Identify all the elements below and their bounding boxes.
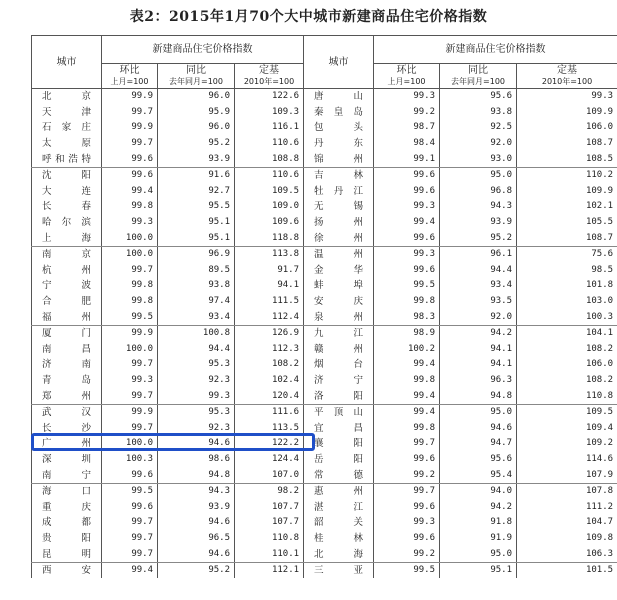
yoy-left-cell: 100.8 <box>158 325 235 341</box>
yoy-right-cell: 93.5 <box>440 294 517 310</box>
mom-right-cell: 99.8 <box>374 373 440 389</box>
yoy-right-cell: 94.8 <box>440 388 517 404</box>
table-row <box>32 136 617 152</box>
city-right-cell: 蚌 埠 <box>304 278 374 294</box>
price-index-table <box>31 35 617 578</box>
mom-right-cell: 99.3 <box>374 89 440 105</box>
base-left-cell: 108.2 <box>235 357 304 373</box>
table-row <box>32 230 617 246</box>
yoy-right-cell: 96.1 <box>440 246 517 262</box>
city-left-cell: 天 津 <box>32 105 102 121</box>
base-right-cell: 109.4 <box>517 420 617 436</box>
mom-right-cell: 99.3 <box>374 199 440 215</box>
base-left-cell: 111.6 <box>235 404 304 420</box>
mom-right-cell: 99.2 <box>374 546 440 562</box>
mom-left-cell: 100.0 <box>102 246 158 262</box>
city-left-cell: 重 庆 <box>32 499 102 515</box>
mom-left-cell: 99.6 <box>102 151 158 167</box>
city-left-cell: 长 沙 <box>32 420 102 436</box>
yoy-right-cell: 93.0 <box>440 151 517 167</box>
city-right-cell: 赣 州 <box>304 342 374 358</box>
base-right-cell: 109.9 <box>517 105 617 121</box>
yoy-left-cell: 94.6 <box>158 546 235 562</box>
yoy-right-cell: 92.0 <box>440 136 517 152</box>
yoy-right-cell: 95.1 <box>440 562 517 578</box>
base-right-cell: 109.2 <box>517 436 617 452</box>
yoy-left-cell: 95.2 <box>158 136 235 152</box>
yoy-left-cell: 93.9 <box>158 151 235 167</box>
table-row <box>32 373 617 389</box>
table-row <box>32 215 617 231</box>
city-right-cell: 扬 州 <box>304 215 374 231</box>
city-right-cell: 烟 台 <box>304 357 374 373</box>
mom-left-cell: 99.8 <box>102 278 158 294</box>
yoy-right-cell: 94.6 <box>440 420 517 436</box>
city-left-cell: 南 昌 <box>32 342 102 358</box>
mom-right-cell: 99.4 <box>374 357 440 373</box>
mom-right-cell: 99.3 <box>374 515 440 531</box>
city-right-cell: 安 庆 <box>304 294 374 310</box>
table-row <box>32 388 617 404</box>
city-right-cell: 洛 阳 <box>304 388 374 404</box>
mom-right-cell: 98.7 <box>374 120 440 136</box>
table-row <box>32 105 617 121</box>
base-right-cell: 109.5 <box>517 404 617 420</box>
base-left-cell: 110.8 <box>235 531 304 547</box>
yoy-left-cell: 94.6 <box>158 436 235 452</box>
mom-left-cell: 99.7 <box>102 515 158 531</box>
mom-left-cell: 100.0 <box>102 230 158 246</box>
base-left-cell: 112.4 <box>235 309 304 325</box>
mom-right-cell: 98.9 <box>374 325 440 341</box>
table-row <box>32 515 617 531</box>
yoy-right-cell: 95.4 <box>440 467 517 483</box>
base-left-cell: 112.3 <box>235 342 304 358</box>
base-left-cell: 107.0 <box>235 467 304 483</box>
table-row <box>32 452 617 468</box>
city-right-cell: 岳 阳 <box>304 452 374 468</box>
mom-left-cell: 99.7 <box>102 263 158 279</box>
mom-left-cell: 99.6 <box>102 167 158 183</box>
city-right-cell: 桂 林 <box>304 531 374 547</box>
base-left-cell: 120.4 <box>235 388 304 404</box>
mom-right-cell: 99.4 <box>374 215 440 231</box>
mom-left-cell: 99.9 <box>102 404 158 420</box>
mom-right-cell: 99.6 <box>374 263 440 279</box>
mom-right-cell: 99.6 <box>374 499 440 515</box>
city-right-cell: 惠 州 <box>304 483 374 499</box>
base-left-cell: 107.7 <box>235 499 304 515</box>
yoy-left-cell: 94.8 <box>158 467 235 483</box>
yoy-left-cell: 99.3 <box>158 388 235 404</box>
base-right-cell: 104.7 <box>517 515 617 531</box>
yoy-left-cell: 95.3 <box>158 357 235 373</box>
city-left-cell: 合 肥 <box>32 294 102 310</box>
table-row <box>32 120 617 136</box>
index-group-header-right: 新建商品住宅价格指数 <box>374 36 617 64</box>
mom-right-cell: 99.1 <box>374 151 440 167</box>
yoy-left-cell: 95.3 <box>158 404 235 420</box>
city-left-cell: 石家庄 <box>32 120 102 136</box>
yoy-right-cell: 95.6 <box>440 452 517 468</box>
city-left-cell: 呼和浩特 <box>32 151 102 167</box>
base-right-cell: 101.8 <box>517 278 617 294</box>
yoy-right-cell: 93.4 <box>440 278 517 294</box>
base-right-cell: 107.8 <box>517 483 617 499</box>
mom-left-cell: 100.0 <box>102 342 158 358</box>
base-left-cell: 109.3 <box>235 105 304 121</box>
yoy-right-cell: 95.0 <box>440 167 517 183</box>
city-left-cell: 杭 州 <box>32 263 102 279</box>
city-left-cell: 福 州 <box>32 309 102 325</box>
mom-left-cell: 99.6 <box>102 467 158 483</box>
base-right-cell: 110.2 <box>517 167 617 183</box>
city-right-cell: 济 宁 <box>304 373 374 389</box>
base-right-cell: 107.9 <box>517 467 617 483</box>
base-left-cell: 98.2 <box>235 483 304 499</box>
mom-right-cell: 99.7 <box>374 483 440 499</box>
table-row <box>32 325 617 341</box>
base-left-cell: 124.4 <box>235 452 304 468</box>
mom-right-cell: 99.6 <box>374 184 440 200</box>
city-right-cell: 唐 山 <box>304 89 374 105</box>
yoy-left-cell: 96.5 <box>158 531 235 547</box>
base-right-cell: 106.0 <box>517 120 617 136</box>
city-left-cell: 西 安 <box>32 562 102 578</box>
base-right-cell: 109.9 <box>517 184 617 200</box>
yoy-right-cell: 95.6 <box>440 89 517 105</box>
yoy-left-cell: 94.3 <box>158 483 235 499</box>
city-left-cell: 深 圳 <box>32 452 102 468</box>
base-left-cell: 110.6 <box>235 167 304 183</box>
mom-right-cell: 99.5 <box>374 278 440 294</box>
mom-left-cell: 99.7 <box>102 136 158 152</box>
yoy-left-cell: 95.9 <box>158 105 235 121</box>
table-row <box>32 184 617 200</box>
table-row <box>32 546 617 562</box>
base-left-cell: 102.4 <box>235 373 304 389</box>
city-right-cell: 吉 林 <box>304 167 374 183</box>
mom-left-cell: 100.3 <box>102 452 158 468</box>
city-left-cell: 郑 州 <box>32 388 102 404</box>
city-left-cell: 太 原 <box>32 136 102 152</box>
base-left-cell: 108.8 <box>235 151 304 167</box>
table-row <box>32 89 617 105</box>
city-left-cell: 上 海 <box>32 230 102 246</box>
city-right-cell: 泉 州 <box>304 309 374 325</box>
yoy-right-cell: 94.2 <box>440 499 517 515</box>
base-right-cell: 108.7 <box>517 136 617 152</box>
city-left-cell: 济 南 <box>32 357 102 373</box>
mom-left-cell: 99.7 <box>102 105 158 121</box>
city-left-cell: 成 都 <box>32 515 102 531</box>
table-body <box>32 89 617 579</box>
yoy-left-cell: 96.9 <box>158 246 235 262</box>
yoy-right-cell: 94.7 <box>440 436 517 452</box>
yoy-right-cell: 94.2 <box>440 325 517 341</box>
mom-right-cell: 99.4 <box>374 388 440 404</box>
city-right-cell: 三 亚 <box>304 562 374 578</box>
yoy-right-cell: 96.8 <box>440 184 517 200</box>
city-left-cell: 广 州 <box>32 436 102 452</box>
mom-right-cell: 99.6 <box>374 452 440 468</box>
mom-left-cell: 99.7 <box>102 546 158 562</box>
base-right-cell: 101.5 <box>517 562 617 578</box>
yoy-right-cell: 96.3 <box>440 373 517 389</box>
base-left-cell: 107.7 <box>235 515 304 531</box>
base-right-cell: 99.3 <box>517 89 617 105</box>
base-header-right: 定基 2010年=100 <box>517 64 617 89</box>
city-left-cell: 北 京 <box>32 89 102 105</box>
base-left-cell: 126.9 <box>235 325 304 341</box>
mom-left-cell: 99.7 <box>102 357 158 373</box>
table-row <box>32 151 617 167</box>
base-right-cell: 104.1 <box>517 325 617 341</box>
city-left-cell: 海 口 <box>32 483 102 499</box>
mom-right-cell: 98.4 <box>374 136 440 152</box>
table-title: 表2：2015年1月70个大中城市新建商品住宅价格指数 <box>129 9 488 25</box>
table-row <box>32 199 617 215</box>
city-left-cell: 哈尔滨 <box>32 215 102 231</box>
mom-header-left: 环比 上月=100 <box>102 64 158 89</box>
base-right-cell: 103.0 <box>517 294 617 310</box>
city-header-left: 城市 <box>32 36 102 89</box>
mom-right-cell: 99.4 <box>374 404 440 420</box>
yoy-right-cell: 93.9 <box>440 215 517 231</box>
base-right-cell: 108.5 <box>517 151 617 167</box>
mom-left-cell: 99.8 <box>102 294 158 310</box>
base-right-cell: 108.2 <box>517 342 617 358</box>
base-left-cell: 91.7 <box>235 263 304 279</box>
mom-right-cell: 98.3 <box>374 309 440 325</box>
mom-left-cell: 99.5 <box>102 309 158 325</box>
table-row <box>32 309 617 325</box>
base-right-cell: 108.2 <box>517 373 617 389</box>
yoy-left-cell: 94.4 <box>158 342 235 358</box>
base-right-cell: 114.6 <box>517 452 617 468</box>
yoy-right-cell: 91.9 <box>440 531 517 547</box>
yoy-left-cell: 92.7 <box>158 184 235 200</box>
yoy-right-cell: 92.5 <box>440 120 517 136</box>
mom-right-cell: 100.2 <box>374 342 440 358</box>
base-right-cell: 108.7 <box>517 230 617 246</box>
mom-left-cell: 99.9 <box>102 89 158 105</box>
city-left-cell: 长 春 <box>32 199 102 215</box>
base-left-cell: 109.6 <box>235 215 304 231</box>
base-right-cell: 75.6 <box>517 246 617 262</box>
city-right-cell: 徐 州 <box>304 230 374 246</box>
base-left-cell: 113.8 <box>235 246 304 262</box>
mom-left-cell: 99.7 <box>102 531 158 547</box>
table-row <box>32 467 617 483</box>
city-left-cell: 武 汉 <box>32 404 102 420</box>
base-left-cell: 118.8 <box>235 230 304 246</box>
mom-left-cell: 100.0 <box>102 436 158 452</box>
city-right-cell: 平顶山 <box>304 404 374 420</box>
yoy-left-cell: 93.4 <box>158 309 235 325</box>
table-row <box>32 278 617 294</box>
base-right-cell: 98.5 <box>517 263 617 279</box>
yoy-left-cell: 96.0 <box>158 120 235 136</box>
city-right-cell: 秦皇岛 <box>304 105 374 121</box>
base-right-cell: 106.0 <box>517 357 617 373</box>
yoy-left-cell: 95.1 <box>158 230 235 246</box>
base-right-cell: 106.3 <box>517 546 617 562</box>
yoy-right-cell: 94.1 <box>440 357 517 373</box>
yoy-right-cell: 95.0 <box>440 546 517 562</box>
base-left-cell: 94.1 <box>235 278 304 294</box>
yoy-left-cell: 94.6 <box>158 515 235 531</box>
city-left-cell: 南 京 <box>32 246 102 262</box>
table-row <box>32 294 617 310</box>
base-left-cell: 113.5 <box>235 420 304 436</box>
table-row <box>32 357 617 373</box>
city-left-cell: 沈 阳 <box>32 167 102 183</box>
mom-left-cell: 99.4 <box>102 562 158 578</box>
base-left-cell: 109.5 <box>235 184 304 200</box>
yoy-right-cell: 94.4 <box>440 263 517 279</box>
table-row <box>32 499 617 515</box>
yoy-left-cell: 92.3 <box>158 373 235 389</box>
city-right-cell: 北 海 <box>304 546 374 562</box>
base-left-cell: 112.1 <box>235 562 304 578</box>
yoy-left-cell: 93.9 <box>158 499 235 515</box>
mom-left-cell: 99.9 <box>102 120 158 136</box>
city-right-cell: 金 华 <box>304 263 374 279</box>
table-row <box>32 562 617 578</box>
mom-left-cell: 99.7 <box>102 388 158 404</box>
mom-left-cell: 99.5 <box>102 483 158 499</box>
city-right-cell: 宜 昌 <box>304 420 374 436</box>
city-left-cell: 青 岛 <box>32 373 102 389</box>
city-left-cell: 宁 波 <box>32 278 102 294</box>
mom-right-cell: 99.3 <box>374 246 440 262</box>
yoy-left-cell: 95.1 <box>158 215 235 231</box>
city-left-cell: 厦 门 <box>32 325 102 341</box>
table-row <box>32 263 617 279</box>
table-row <box>32 246 617 262</box>
city-left-cell: 贵 阳 <box>32 531 102 547</box>
mom-right-cell: 99.6 <box>374 167 440 183</box>
table-row <box>32 483 617 499</box>
yoy-header-left: 同比 去年同月=100 <box>158 64 235 89</box>
yoy-left-cell: 97.4 <box>158 294 235 310</box>
base-left-cell: 110.1 <box>235 546 304 562</box>
mom-right-cell: 99.6 <box>374 531 440 547</box>
mom-right-cell: 99.7 <box>374 436 440 452</box>
table-row <box>32 404 617 420</box>
mom-right-cell: 99.8 <box>374 420 440 436</box>
yoy-right-cell: 95.2 <box>440 230 517 246</box>
index-group-header-left: 新建商品住宅价格指数 <box>102 36 304 64</box>
base-right-cell: 109.8 <box>517 531 617 547</box>
city-right-cell: 九 江 <box>304 325 374 341</box>
base-right-cell: 110.8 <box>517 388 617 404</box>
base-left-cell: 110.6 <box>235 136 304 152</box>
mom-left-cell: 99.8 <box>102 199 158 215</box>
yoy-left-cell: 93.8 <box>158 278 235 294</box>
table-row <box>32 436 617 452</box>
city-right-cell: 湛 江 <box>304 499 374 515</box>
city-right-cell: 锦 州 <box>304 151 374 167</box>
mom-left-cell: 99.7 <box>102 420 158 436</box>
city-right-cell: 牡丹江 <box>304 184 374 200</box>
base-header-left: 定基 2010年=100 <box>235 64 304 89</box>
base-left-cell: 122.2 <box>235 436 304 452</box>
base-right-cell: 111.2 <box>517 499 617 515</box>
mom-left-cell: 99.9 <box>102 325 158 341</box>
table-row <box>32 342 617 358</box>
yoy-right-cell: 94.0 <box>440 483 517 499</box>
yoy-right-cell: 95.0 <box>440 404 517 420</box>
city-right-cell: 丹 东 <box>304 136 374 152</box>
base-left-cell: 116.1 <box>235 120 304 136</box>
yoy-left-cell: 98.6 <box>158 452 235 468</box>
base-left-cell: 109.0 <box>235 199 304 215</box>
yoy-header-right: 同比 去年同月=100 <box>440 64 517 89</box>
table-row <box>32 531 617 547</box>
mom-left-cell: 99.4 <box>102 184 158 200</box>
yoy-right-cell: 91.8 <box>440 515 517 531</box>
yoy-right-cell: 93.8 <box>440 105 517 121</box>
yoy-right-cell: 94.3 <box>440 199 517 215</box>
yoy-right-cell: 94.1 <box>440 342 517 358</box>
yoy-left-cell: 92.3 <box>158 420 235 436</box>
mom-left-cell: 99.3 <box>102 215 158 231</box>
mom-right-cell: 99.2 <box>374 105 440 121</box>
city-left-cell: 大 连 <box>32 184 102 200</box>
city-header-right: 城市 <box>304 36 374 89</box>
mom-header-right: 环比 上月=100 <box>374 64 440 89</box>
mom-right-cell: 99.8 <box>374 294 440 310</box>
base-right-cell: 100.3 <box>517 309 617 325</box>
yoy-left-cell: 95.2 <box>158 562 235 578</box>
yoy-left-cell: 89.5 <box>158 263 235 279</box>
mom-right-cell: 99.6 <box>374 230 440 246</box>
city-right-cell: 常 德 <box>304 467 374 483</box>
yoy-left-cell: 95.5 <box>158 199 235 215</box>
city-right-cell: 无 锡 <box>304 199 374 215</box>
city-right-cell: 韶 关 <box>304 515 374 531</box>
mom-right-cell: 99.5 <box>374 562 440 578</box>
city-left-cell: 昆 明 <box>32 546 102 562</box>
mom-left-cell: 99.6 <box>102 499 158 515</box>
base-left-cell: 122.6 <box>235 89 304 105</box>
mom-right-cell: 99.2 <box>374 467 440 483</box>
base-right-cell: 102.1 <box>517 199 617 215</box>
base-right-cell: 105.5 <box>517 215 617 231</box>
city-right-cell: 温 州 <box>304 246 374 262</box>
city-right-cell: 襄 阳 <box>304 436 374 452</box>
city-right-cell: 包 头 <box>304 120 374 136</box>
city-left-cell: 南 宁 <box>32 467 102 483</box>
table-row <box>32 167 617 183</box>
yoy-left-cell: 96.0 <box>158 89 235 105</box>
yoy-right-cell: 92.0 <box>440 309 517 325</box>
table-row <box>32 420 617 436</box>
mom-left-cell: 99.3 <box>102 373 158 389</box>
base-left-cell: 111.5 <box>235 294 304 310</box>
yoy-left-cell: 91.6 <box>158 167 235 183</box>
